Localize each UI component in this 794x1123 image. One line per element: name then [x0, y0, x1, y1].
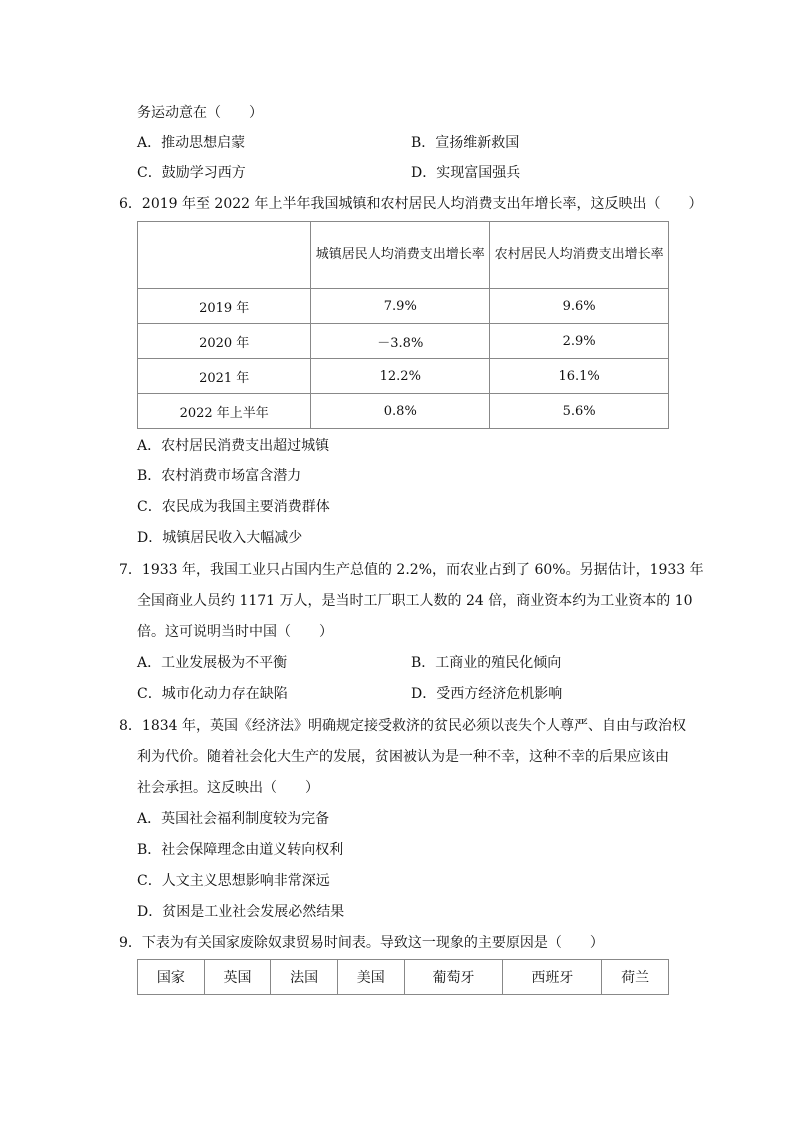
- table-header-cell: [138, 222, 311, 289]
- table-header-cell: 国家: [138, 960, 205, 995]
- q8-option-b: B．社会保障理念由道义转向权利: [137, 842, 344, 858]
- q5-option-b: B．宣扬维新救国: [411, 135, 520, 151]
- q5-option-a: A．推动思想启蒙: [137, 135, 246, 151]
- table-header-row: [138, 960, 669, 995]
- table-cell: 2021 年: [138, 359, 311, 394]
- q8-option-a: A．英国社会福利制度较为完备: [137, 811, 330, 827]
- table-cell: 2019 年: [138, 289, 311, 324]
- table-header-cell: 荷兰: [602, 960, 669, 995]
- table-cell: 16.1%: [490, 359, 669, 394]
- table-header-row: [138, 222, 669, 289]
- q7-stem-line-2: 全国商业人员约 1171 万人，是当时工厂职工人数的 24 倍，商业资本约为工业资本的 10: [137, 593, 693, 609]
- q6-option-c: C．农民成为我国主要消费群体: [137, 499, 330, 515]
- table-header-cell: 法国: [271, 960, 338, 995]
- q6-table: [137, 221, 669, 429]
- table-header-cell: 农村居民人均消费支出增长率: [490, 222, 669, 289]
- q7-option-d: D．受西方经济危机影响: [411, 686, 563, 702]
- table-header-cell: 城镇居民人均消费支出增长率: [311, 222, 490, 289]
- table-row: [138, 359, 669, 394]
- q5-option-d: D．实现富国强兵: [411, 165, 521, 181]
- q7-stem-line-3: 倍。这可说明当时中国（ ）: [137, 624, 333, 640]
- table-cell: 2020 年: [138, 324, 311, 359]
- table-row: [138, 394, 669, 429]
- q7-stem-line-1: 7．1933 年，我国工业只占国内生产总值的 2.2%，而农业占到了 60%。另据估计，1933 年: [119, 562, 704, 578]
- table-row: [138, 289, 669, 324]
- q8-option-d: D．贫困是工业社会发展必然结果: [137, 904, 345, 920]
- table-cell: 0.8%: [311, 394, 490, 429]
- table-cell: 7.9%: [311, 289, 490, 324]
- table-cell: 2022 年上半年: [138, 394, 311, 429]
- q8-option-c: C．人文主义思想影响非常深远: [137, 873, 330, 889]
- q7-option-c: C．城市化动力存在缺陷: [137, 686, 288, 702]
- q8-stem-line-2: 利为代价。随着社会化大生产的发展，贫困被认为是一种不幸，这种不幸的后果应该由: [137, 749, 669, 765]
- q8-stem-line-3: 社会承担。这反映出（ ）: [137, 780, 319, 796]
- table-cell: 2.9%: [490, 324, 669, 359]
- q7-option-b: B．工商业的殖民化倾向: [411, 655, 562, 671]
- table-header-cell: 西班牙: [503, 960, 602, 995]
- q9-stem: 9．下表为有关国家废除奴隶贸易时间表。导致这一现象的主要原因是（ ）: [119, 935, 604, 951]
- q5-stem-tail: 务运动意在（ ）: [137, 105, 263, 121]
- table-cell: 9.6%: [490, 289, 669, 324]
- table-header-cell: 美国: [337, 960, 404, 995]
- table-cell: －3.8%: [311, 324, 490, 359]
- q7-option-a: A．工业发展极为不平衡: [137, 655, 288, 671]
- q8-stem-line-1: 8．1834 年，英国《经济法》明确规定接受救济的贫民必须以丧失个人尊严、自由与政治权: [119, 718, 686, 734]
- q9-table: [137, 959, 669, 995]
- table-row: [138, 324, 669, 359]
- q6-option-d: D．城镇居民收入大幅减少: [137, 530, 303, 546]
- table-cell: 5.6%: [490, 394, 669, 429]
- table-header-cell: 葡萄牙: [404, 960, 503, 995]
- q6-option-b: B．农村消费市场富含潜力: [137, 468, 302, 484]
- table-cell: 12.2%: [311, 359, 490, 394]
- q6-option-a: A．农村居民消费支出超过城镇: [137, 438, 330, 454]
- q6-stem: 6．2019 年至 2022 年上半年我国城镇和农村居民人均消费支出年增长率，这反映出（ ）: [119, 196, 703, 212]
- table-header-cell: 英国: [204, 960, 271, 995]
- q5-option-c: C．鼓励学习西方: [137, 165, 246, 181]
